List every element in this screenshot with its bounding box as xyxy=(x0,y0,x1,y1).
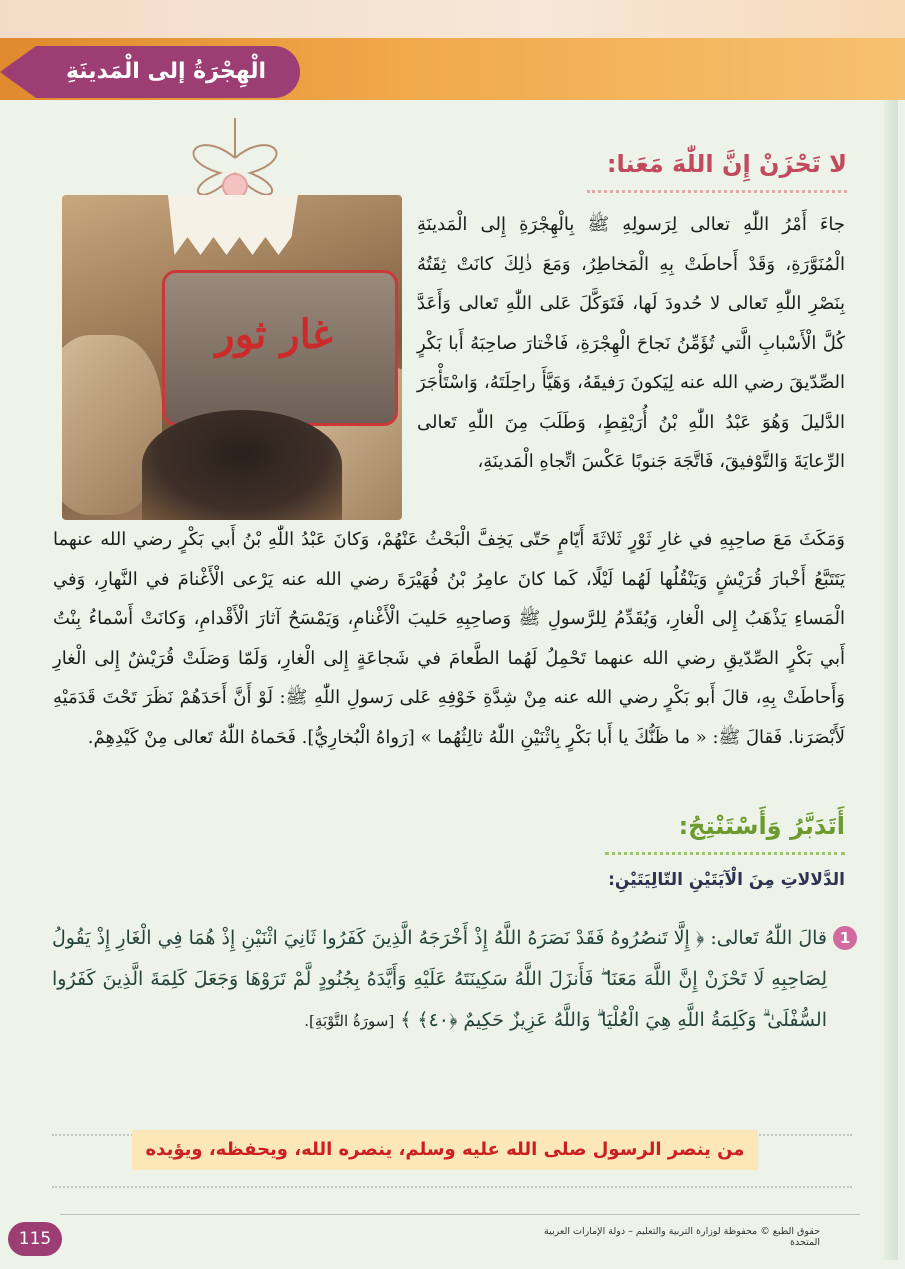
copyright-notice: حقوق الطبع © محفوظة لوزارة التربية والتعليم – دولة الإمارات العربية المتحدة xyxy=(544,1226,820,1248)
reflect-title: أَتَدَبَّرُ وَأَسْتَنْتِجُ: xyxy=(605,812,845,855)
section-title: لا تَحْزَنْ إِنَّ اللّٰهَ مَعَنا: xyxy=(587,150,847,193)
quran-verse-block xyxy=(52,918,827,1123)
page-edge xyxy=(884,100,898,1260)
answer-line-bottom xyxy=(52,1186,852,1188)
item-number-badge: 1 xyxy=(833,926,857,950)
page-number: 115 xyxy=(8,1222,62,1256)
cave-opening xyxy=(142,410,342,520)
story-paragraph-1: جاءَ أَمْرُ اللّٰهِ تعالى لِرَسولِهِ ﷺ بِالْهِجْرَةِ إِلى الْمَدينَةِ الْمُنَوَّرَةِ، وَقَدْ أَحاطَتْ بِهِ الْمَخاطِرُ، وَمَعَ ذٰلِكَ كانَتْ ثِقَتُهُ بِنَصْرِ اللّٰهِ تَعالى لا حُدودَ لَها، فَتَوَكَّلَ عَلى اللّٰهِ تَعالى وَأَعَدَّ كُلَّ الْأَسْبابِ الَّتي تُؤَمِّنُ نَجاحَ الْهِجْرَةِ، فَاخْتارَ صاحِبَهُ أَبا بَكْرٍ الصِّدّيقَ رضي الله عنه لِيَكونَ رَفيقَهُ، وَهَيَّأَ راحِلَتَهُ، وَاسْتَأْجَرَ الدَّليلَ وَهُوَ عَبْدُ اللّٰهِ بْنُ أُرَيْقِطٍ، وَطَلَبَ مِنَ اللّٰهِ تَعالى الرِّعايَةَ وَالتَّوْفيقَ، فَاتَّجَهَ جَنوبًا عَكْسَ اتِّجاهِ الْمَدينَةِ، xyxy=(417,214,845,472)
reflect-subtitle: الدَّلالاتِ مِنَ الْآيَتَيْنِ التّالِيَتَيْنِ: xyxy=(608,870,845,890)
verse-intro: قالَ اللّٰهُ تَعالى: xyxy=(710,927,828,949)
rock-inscription: غار ثور xyxy=(215,311,333,358)
verse-source: [سورَةُ التَّوْبَةِ]. xyxy=(304,1012,395,1030)
story-paragraph-2: وَمَكَثَ مَعَ صاحِبِهِ في غارِ ثَوْرٍ ثَلاثَةَ أَيّامٍ حَتّى يَخِفَّ الْبَحْثُ عَنْهُمْ، وَكانَ عَبْدُ اللّٰهِ بْنُ أَبي بَكْرٍ رضي الله عنهما يَتَتَبَّعُ أَخْبارَ قُرَيْشٍ وَيَنْقُلُها لَهُما لَيْلًا، كَما كانَ عامِرُ بْنُ فُهَيْرَةَ رضي الله عنه يَرْعى الْأَغْنامَ في النَّهارِ، وَفي الْمَساءِ يَذْهَبُ إِلى الْغارِ، وَيُقَدِّمُ لِلرَّسولِ ﷺ وَصاحِبِهِ حَليبَ الْأَغْنامِ، وَيَمْسَحُ آثارَ الْأَقْدامِ، وَكانَتْ أَسْماءُ بِنْتُ أَبي بَكْرٍ الصِّدّيقِ رضي الله عنهما تَحْمِلُ لَهُما الطَّعامَ في شَجاعَةٍ إِلى الْغارِ، وَلَمّا وَصَلَتْ قُرَيْشٌ إِلى الْغارِ وَأَحاطَتْ بِهِ، قالَ أَبو بَكْرٍ رضي الله عنه مِنْ شِدَّةِ خَوْفِهِ عَلى رَسولِ اللّٰهِ ﷺ: لَوْ أَنَّ أَحَدَهُمْ نَظَرَ تَحْتَ قَدَمَيْهِ لَأَبْصَرَنا. فَقالَ ﷺ: « ما ظَنُّكَ يا أَبا بَكْرٍ بِاثْنَيْنِ اللّٰهُ ثالِثُهُما » [رَواهُ الْبُخارِيُّ]. فَحَماهُ اللّٰهُ تَعالى مِنْ كَيْدِهِمْ. xyxy=(53,529,845,748)
footer-divider xyxy=(60,1214,860,1215)
verse-text: ﴿ إِلَّا تَنصُرُوهُ فَقَدْ نَصَرَهُ اللَّهُ إِذْ أَخْرَجَهُ الَّذِينَ كَفَرُوا ثَانِيَ اثْنَيْنِ إِذْ هُمَا فِي الْغَارِ إِذْ يَقُولُ لِصَاحِبِهِ لَا تَحْزَنْ إِنَّ اللَّهَ مَعَنَا ۖ فَأَنزَلَ اللَّهُ سَكِينَتَهُ عَلَيْهِ وَأَيَّدَهُ بِجُنُودٍ لَّمْ تَرَوْهَا وَجَعَلَ كَلِمَةَ الَّذِينَ كَفَرُوا السُّفْلَىٰ ۗ وَكَلِمَةُ اللَّهِ هِيَ الْعُلْيَا ۗ وَاللَّهُ عَزِيزٌ حَكِيمٌ ﴿٤٠﴾ ﴾ xyxy=(52,927,827,1031)
page-title: الْهِجْرَةُ إلى الْمَدينَةِ xyxy=(65,59,267,84)
answer-text: من ينصر الرسول صلى الله عليه وسلم، ينصره الله، ويحفظه، ويؤيده xyxy=(132,1130,758,1170)
